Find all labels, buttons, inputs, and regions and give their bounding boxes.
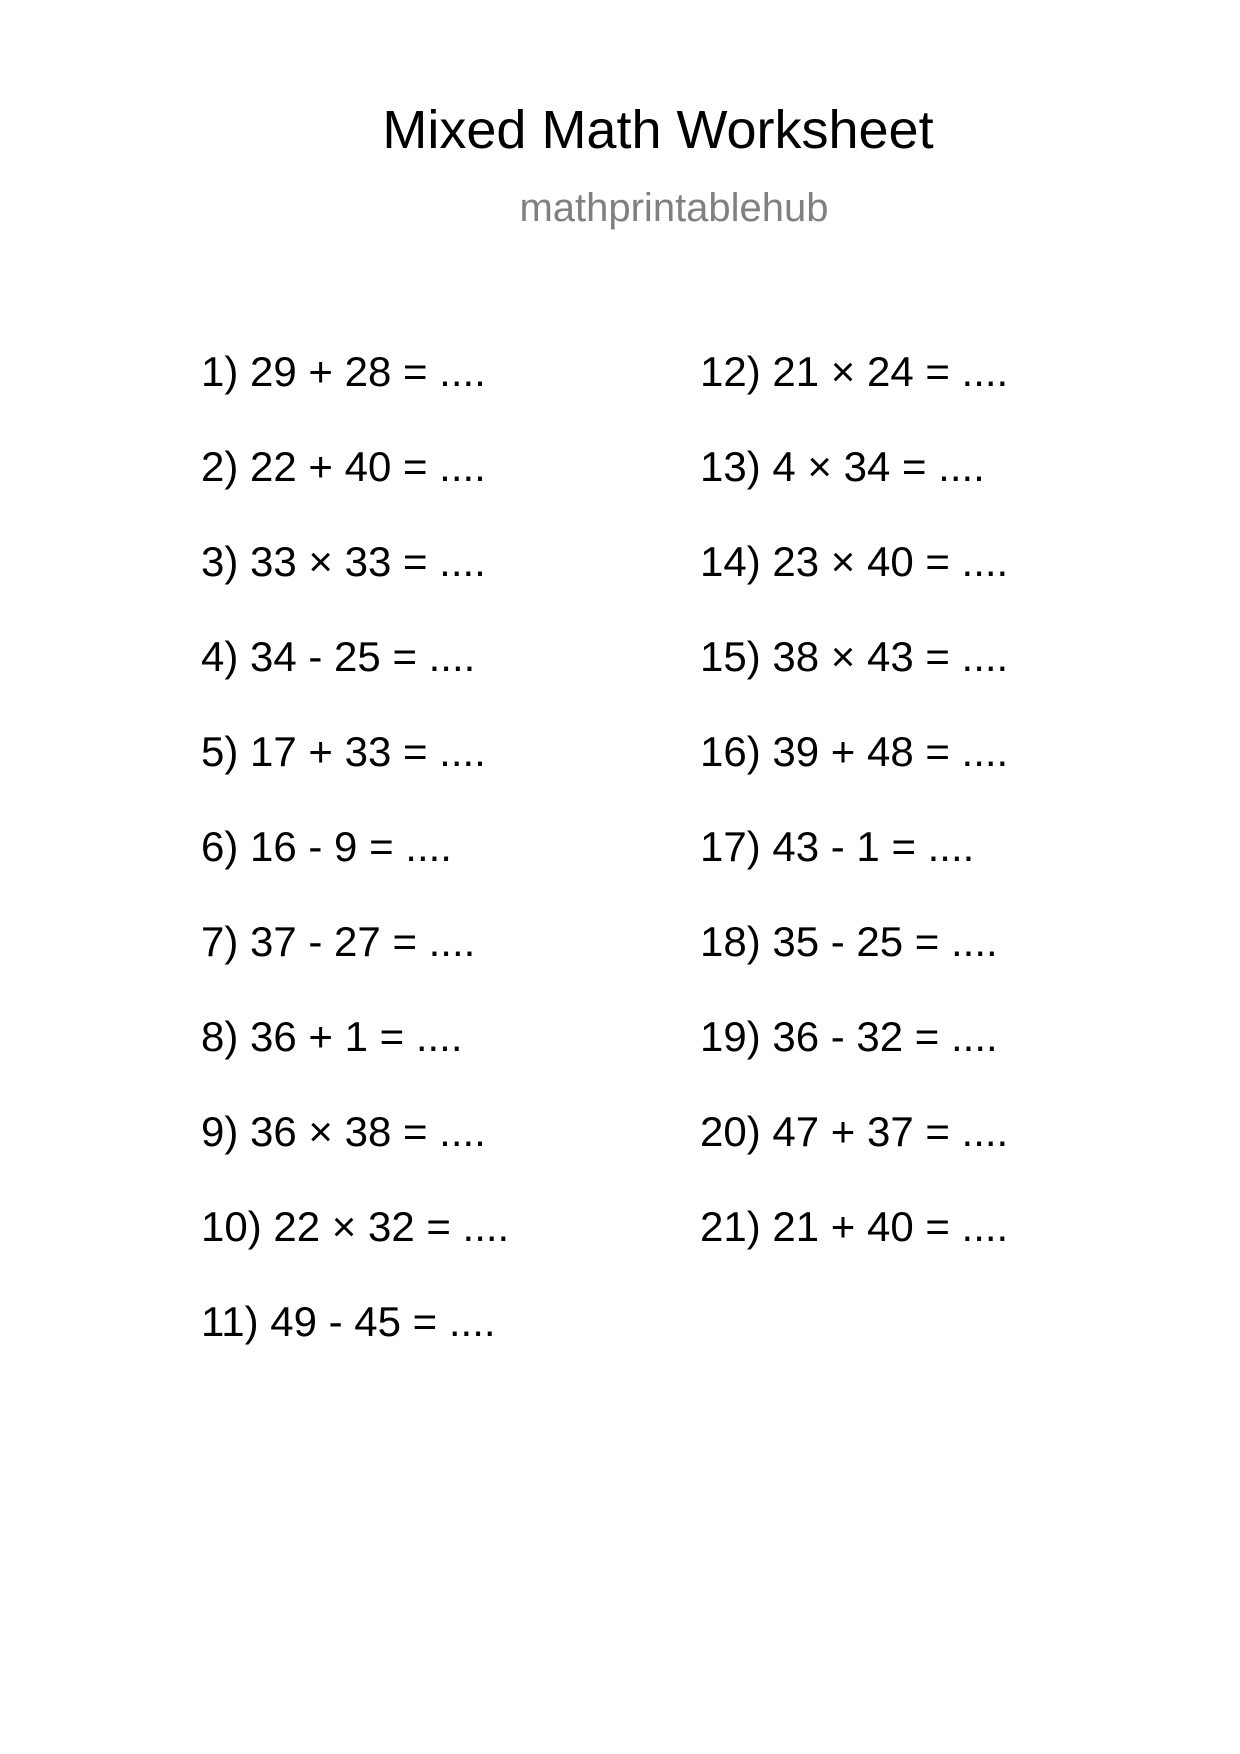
problem-item: 21) 21 + 40 = .... <box>700 1203 1009 1250</box>
problem-item: 14) 23 × 40 = .... <box>700 538 1009 585</box>
worksheet-title: Mixed Math Worksheet <box>382 100 934 160</box>
problem-item: 17) 43 - 1 = .... <box>700 823 975 870</box>
problem-item: 4) 34 - 25 = .... <box>201 633 476 680</box>
problem-item: 18) 35 - 25 = .... <box>700 918 998 965</box>
problem-item: 6) 16 - 9 = .... <box>201 823 452 870</box>
problem-column-left <box>201 348 509 1393</box>
problem-item: 7) 37 - 27 = .... <box>201 918 476 965</box>
problem-item: 16) 39 + 48 = .... <box>700 728 1009 775</box>
problem-column-right <box>700 348 1008 1298</box>
worksheet-subtitle: mathprintablehub <box>519 186 829 230</box>
problem-item: 20) 47 + 37 = .... <box>700 1108 1009 1155</box>
problem-item: 15) 38 × 43 = .... <box>700 633 1009 680</box>
problem-item: 1) 29 + 28 = .... <box>201 348 486 395</box>
problem-item: 8) 36 + 1 = .... <box>201 1013 463 1060</box>
problem-item: 12) 21 × 24 = .... <box>700 348 1009 395</box>
problem-item: 13) 4 × 34 = .... <box>700 443 985 490</box>
problem-item: 3) 33 × 33 = .... <box>201 538 486 585</box>
problem-item: 10) 22 × 32 = .... <box>201 1203 510 1250</box>
problem-item: 2) 22 + 40 = .... <box>201 443 486 490</box>
problem-item: 9) 36 × 38 = .... <box>201 1108 486 1155</box>
problem-item: 11) 49 - 45 = .... <box>201 1298 496 1345</box>
problem-item: 19) 36 - 32 = .... <box>700 1013 998 1060</box>
problem-item: 5) 17 + 33 = .... <box>201 728 486 775</box>
